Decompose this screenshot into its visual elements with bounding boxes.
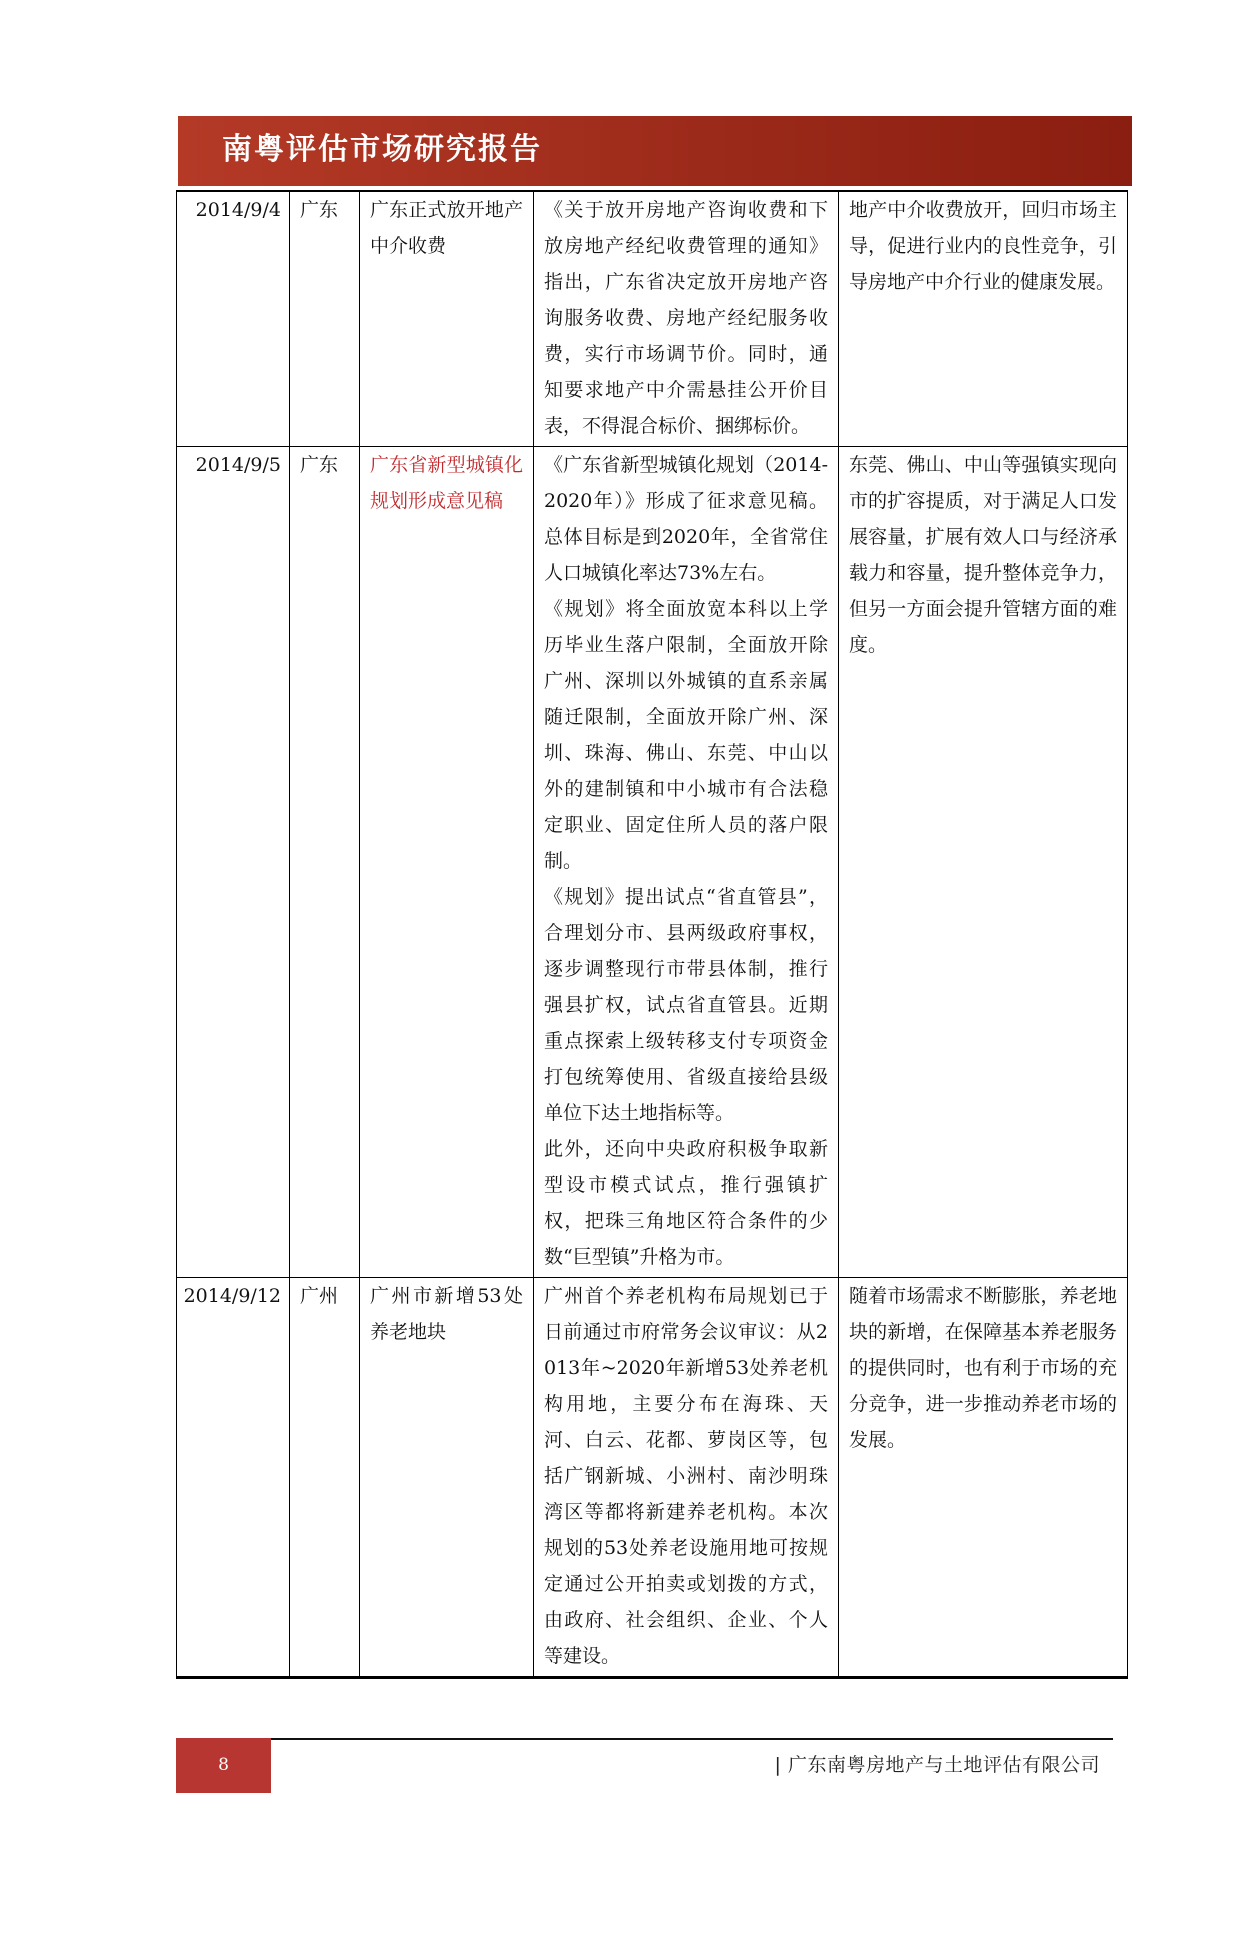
header-bar bbox=[178, 116, 1132, 186]
row-date: 2014/9/12 bbox=[177, 1278, 290, 1678]
row-analysis: 随着市场需求不断膨胀，养老地块的新增，在保障基本养老服务的提供同时，也有利于市场的充分竞争，进一步推动养老市场的发展。 bbox=[839, 1278, 1128, 1678]
content-paragraph: 《规划》将全面放宽本科以上学历毕业生落户限制，全面放开除广州、深圳以外城镇的直系亲属随迁限制，全面放开除广州、深圳、珠海、佛山、东莞、中山以外的建制镇和中小城市有合法稳定职业、固定住所人员的落户限制。 bbox=[544, 598, 828, 872]
row-analysis: 东莞、佛山、中山等强镇实现向市的扩容提质，对于满足人口发展容量，扩展有效人口与经济承载力和容量，提升整体竞争力，但另一方面会提升管辖方面的难度。 bbox=[839, 447, 1128, 1278]
row-content: 《关于放开房地产咨询收费和下放房地产经纪收费管理的通知》指出，广东省决定放开房地产咨询服务收费、房地产经纪服务收费，实行市场调节价。同时，通知要求地产中介需悬挂公开价目表，不得混合标价、捆绑标价。 bbox=[534, 191, 839, 447]
row-region: 广东 bbox=[290, 447, 360, 1278]
news-table bbox=[176, 190, 1128, 1679]
row-analysis: 地产中介收费放开，回归市场主导，促进行业内的良性竞争，引导房地产中介行业的健康发展。 bbox=[839, 191, 1128, 447]
report-title: 南粤评估市场研究报告 bbox=[222, 132, 542, 167]
row-content bbox=[534, 447, 839, 1278]
table-row bbox=[177, 1278, 1128, 1678]
page-number: 8 bbox=[218, 1755, 229, 1775]
row-date: 2014/9/4 bbox=[177, 191, 290, 447]
row-region: 广州 bbox=[290, 1278, 360, 1678]
row-region: 广东 bbox=[290, 191, 360, 447]
content-paragraph: 此外，还向中央政府积极争取新型设市模式试点，推行强镇扩权，把珠三角地区符合条件的少数“巨型镇”升格为市。 bbox=[544, 1138, 828, 1268]
row-event: 广州市新增53处养老地块 bbox=[360, 1278, 534, 1678]
row-date: 2014/9/5 bbox=[177, 447, 290, 1278]
row-content: 广州首个养老机构布局规划已于日前通过市府常务会议审议：从2013年~2020年新增53处养老机构用地，主要分布在海珠、天河、白云、花都、萝岗区等，包括广钢新城、小洲村、南沙明珠湾区等都将新建养老机构。本次规划的53处养老设施用地可按规定通过公开拍卖或划拨的方式，由政府、社会组织、企业、个人等建设。 bbox=[534, 1278, 839, 1678]
table-row bbox=[177, 447, 1128, 1278]
page-number-box bbox=[176, 1738, 271, 1793]
row-event: 广东正式放开地产中介收费 bbox=[360, 191, 534, 447]
footer-company-name: | 广东南粤房地产与土地评估有限公司 bbox=[774, 1754, 1100, 1776]
footer-divider bbox=[271, 1738, 1113, 1740]
content-paragraph: 《规划》提出试点“省直管县”，合理划分市、县两级政府事权，逐步调整现行市带县体制，推行强县扩权，试点省直管县。近期重点探索上级转移支付专项资金打包统筹使用、省级直接给县级单位下达土地指标等。 bbox=[544, 886, 828, 1124]
table-row bbox=[177, 191, 1128, 447]
content-paragraph: 《广东省新型城镇化规划（2014-2020年）》形成了征求意见稿。总体目标是到2020年，全省常住人口城镇化率达73%左右。 bbox=[544, 454, 828, 584]
row-event-highlighted: 广东省新型城镇化规划形成意见稿 bbox=[360, 447, 534, 1278]
